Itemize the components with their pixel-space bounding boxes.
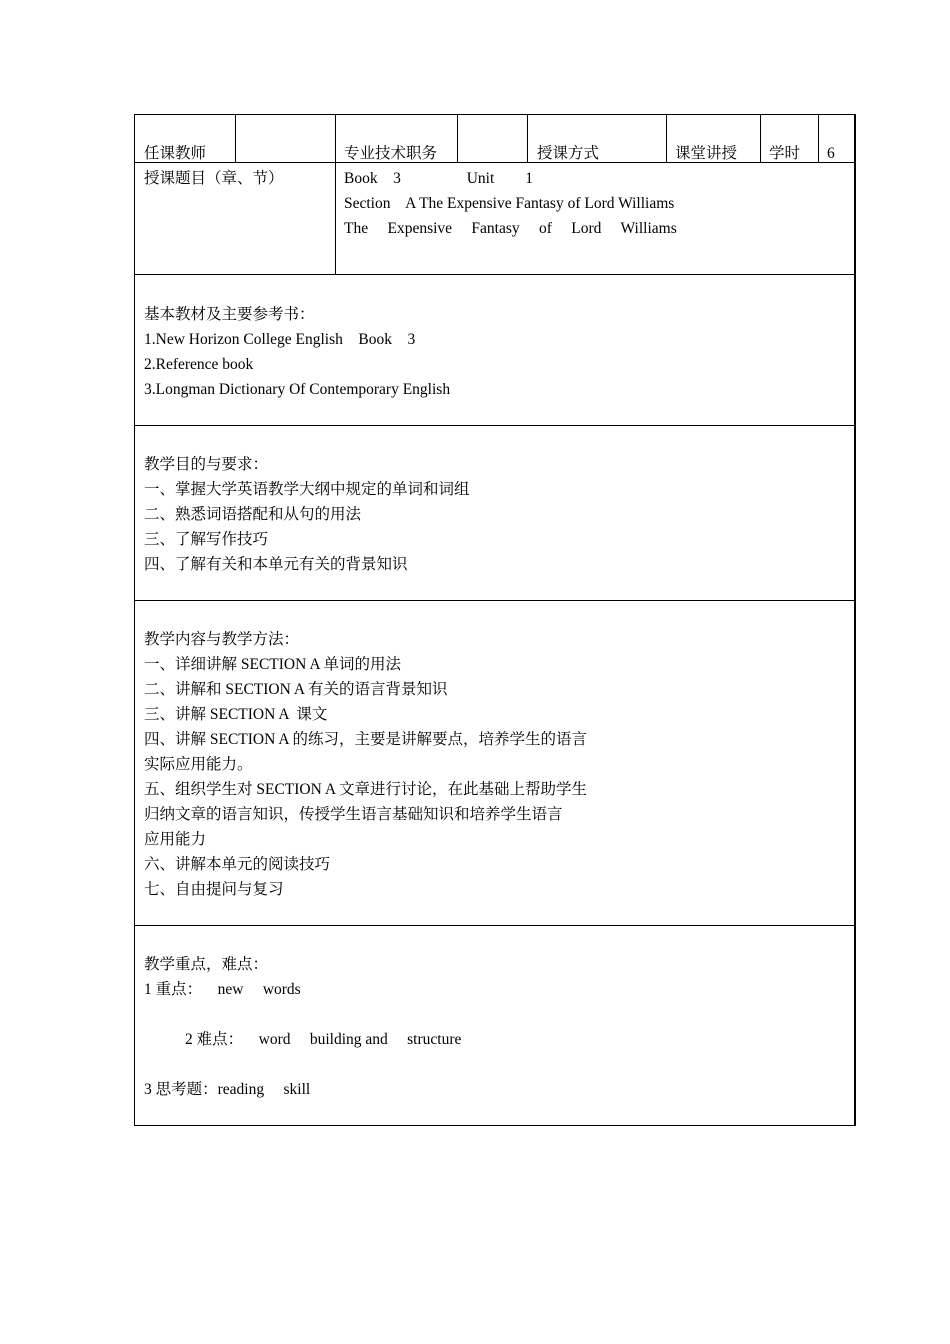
section-heading: 教学重点，难点： (144, 956, 269, 973)
row-divider (134, 162, 856, 163)
list-item: 2.Reference book (144, 356, 254, 373)
list-item: 1.New Horizon College English Book 3 (144, 331, 416, 348)
list-item: 归纳文章的语言知识，传授学生语言基础知识和培养学生语言 (144, 806, 563, 823)
row-divider (134, 425, 856, 426)
list-item: 一、详细讲解 SECTION A 单词的用法 (144, 656, 402, 673)
list-item: 一、掌握大学英语教学大纲中规定的单词和词组 (144, 481, 470, 498)
keypoints-section (144, 952, 461, 1102)
list-item: 三、了解写作技巧 (144, 531, 269, 548)
topic-content (344, 166, 677, 241)
table-border-right (854, 114, 856, 1126)
col-divider (335, 114, 336, 275)
section-heading: 基本教材及主要参考书： (144, 306, 315, 323)
list-item: 二、熟悉词语搭配和从句的用法 (144, 506, 362, 523)
table-border-left (134, 114, 135, 1126)
list-item: 应用能力 (144, 831, 207, 848)
list-item: 3.Longman Dictionary Of Contemporary English (144, 381, 451, 398)
list-item: 四、了解有关和本单元有关的背景知识 (144, 556, 408, 573)
topic-line: The Expensive Fantasy of Lord Williams (344, 220, 677, 237)
difficult-point-line: 2 难点： word building and structure (185, 1031, 462, 1048)
class-hours-label: 学时 (769, 145, 801, 162)
table-border-top (134, 114, 856, 115)
col-divider (527, 114, 528, 162)
topic-label: 授课题目（章、节） (144, 170, 284, 187)
col-divider (760, 114, 761, 162)
list-item: 六、讲解本单元的阅读技巧 (144, 856, 331, 873)
list-item: 三、讲解 SECTION A 课文 (144, 706, 328, 723)
col-divider (666, 114, 667, 162)
topic-line: Book 3 Unit 1 (344, 170, 534, 187)
objectives-section (144, 452, 470, 577)
course-plan-table (134, 114, 856, 1126)
teaching-mode-label: 授课方式 (537, 145, 600, 162)
col-divider (235, 114, 236, 162)
list-item: 实际应用能力。 (144, 756, 253, 773)
teaching-mode-value: 课堂讲授 (675, 145, 738, 162)
row-divider (134, 274, 856, 275)
list-item: 五、组织学生对 SECTION A 文章进行讨论，在此基础上帮助学生 (144, 781, 588, 798)
teacher-label: 任课教师 (144, 145, 207, 162)
section-heading: 教学目的与要求： (144, 456, 269, 473)
row-divider (134, 925, 856, 926)
list-item: 二、讲解和 SECTION A 有关的语言背景知识 (144, 681, 448, 698)
section-heading: 教学内容与教学方法： (144, 631, 300, 648)
list-item: 四、讲解 SECTION A 的练习，主要是讲解要点，培养学生的语言 (144, 731, 588, 748)
professional-title-label: 专业技术职务 (344, 145, 438, 162)
content-methods-section (144, 627, 587, 902)
thinking-question-line: 3 思考题：reading skill (144, 1081, 311, 1098)
row-divider (134, 600, 856, 601)
col-divider (818, 114, 819, 162)
class-hours-value: 6 (827, 145, 835, 162)
topic-line: Section A The Expensive Fantasy of Lord Williams (344, 195, 675, 212)
table-border-bottom (134, 1125, 856, 1126)
list-item: 七、自由提问与复习 (144, 881, 284, 898)
key-point-line: 1 重点： new words (144, 981, 301, 998)
col-divider (457, 114, 458, 162)
textbooks-section (144, 302, 450, 402)
